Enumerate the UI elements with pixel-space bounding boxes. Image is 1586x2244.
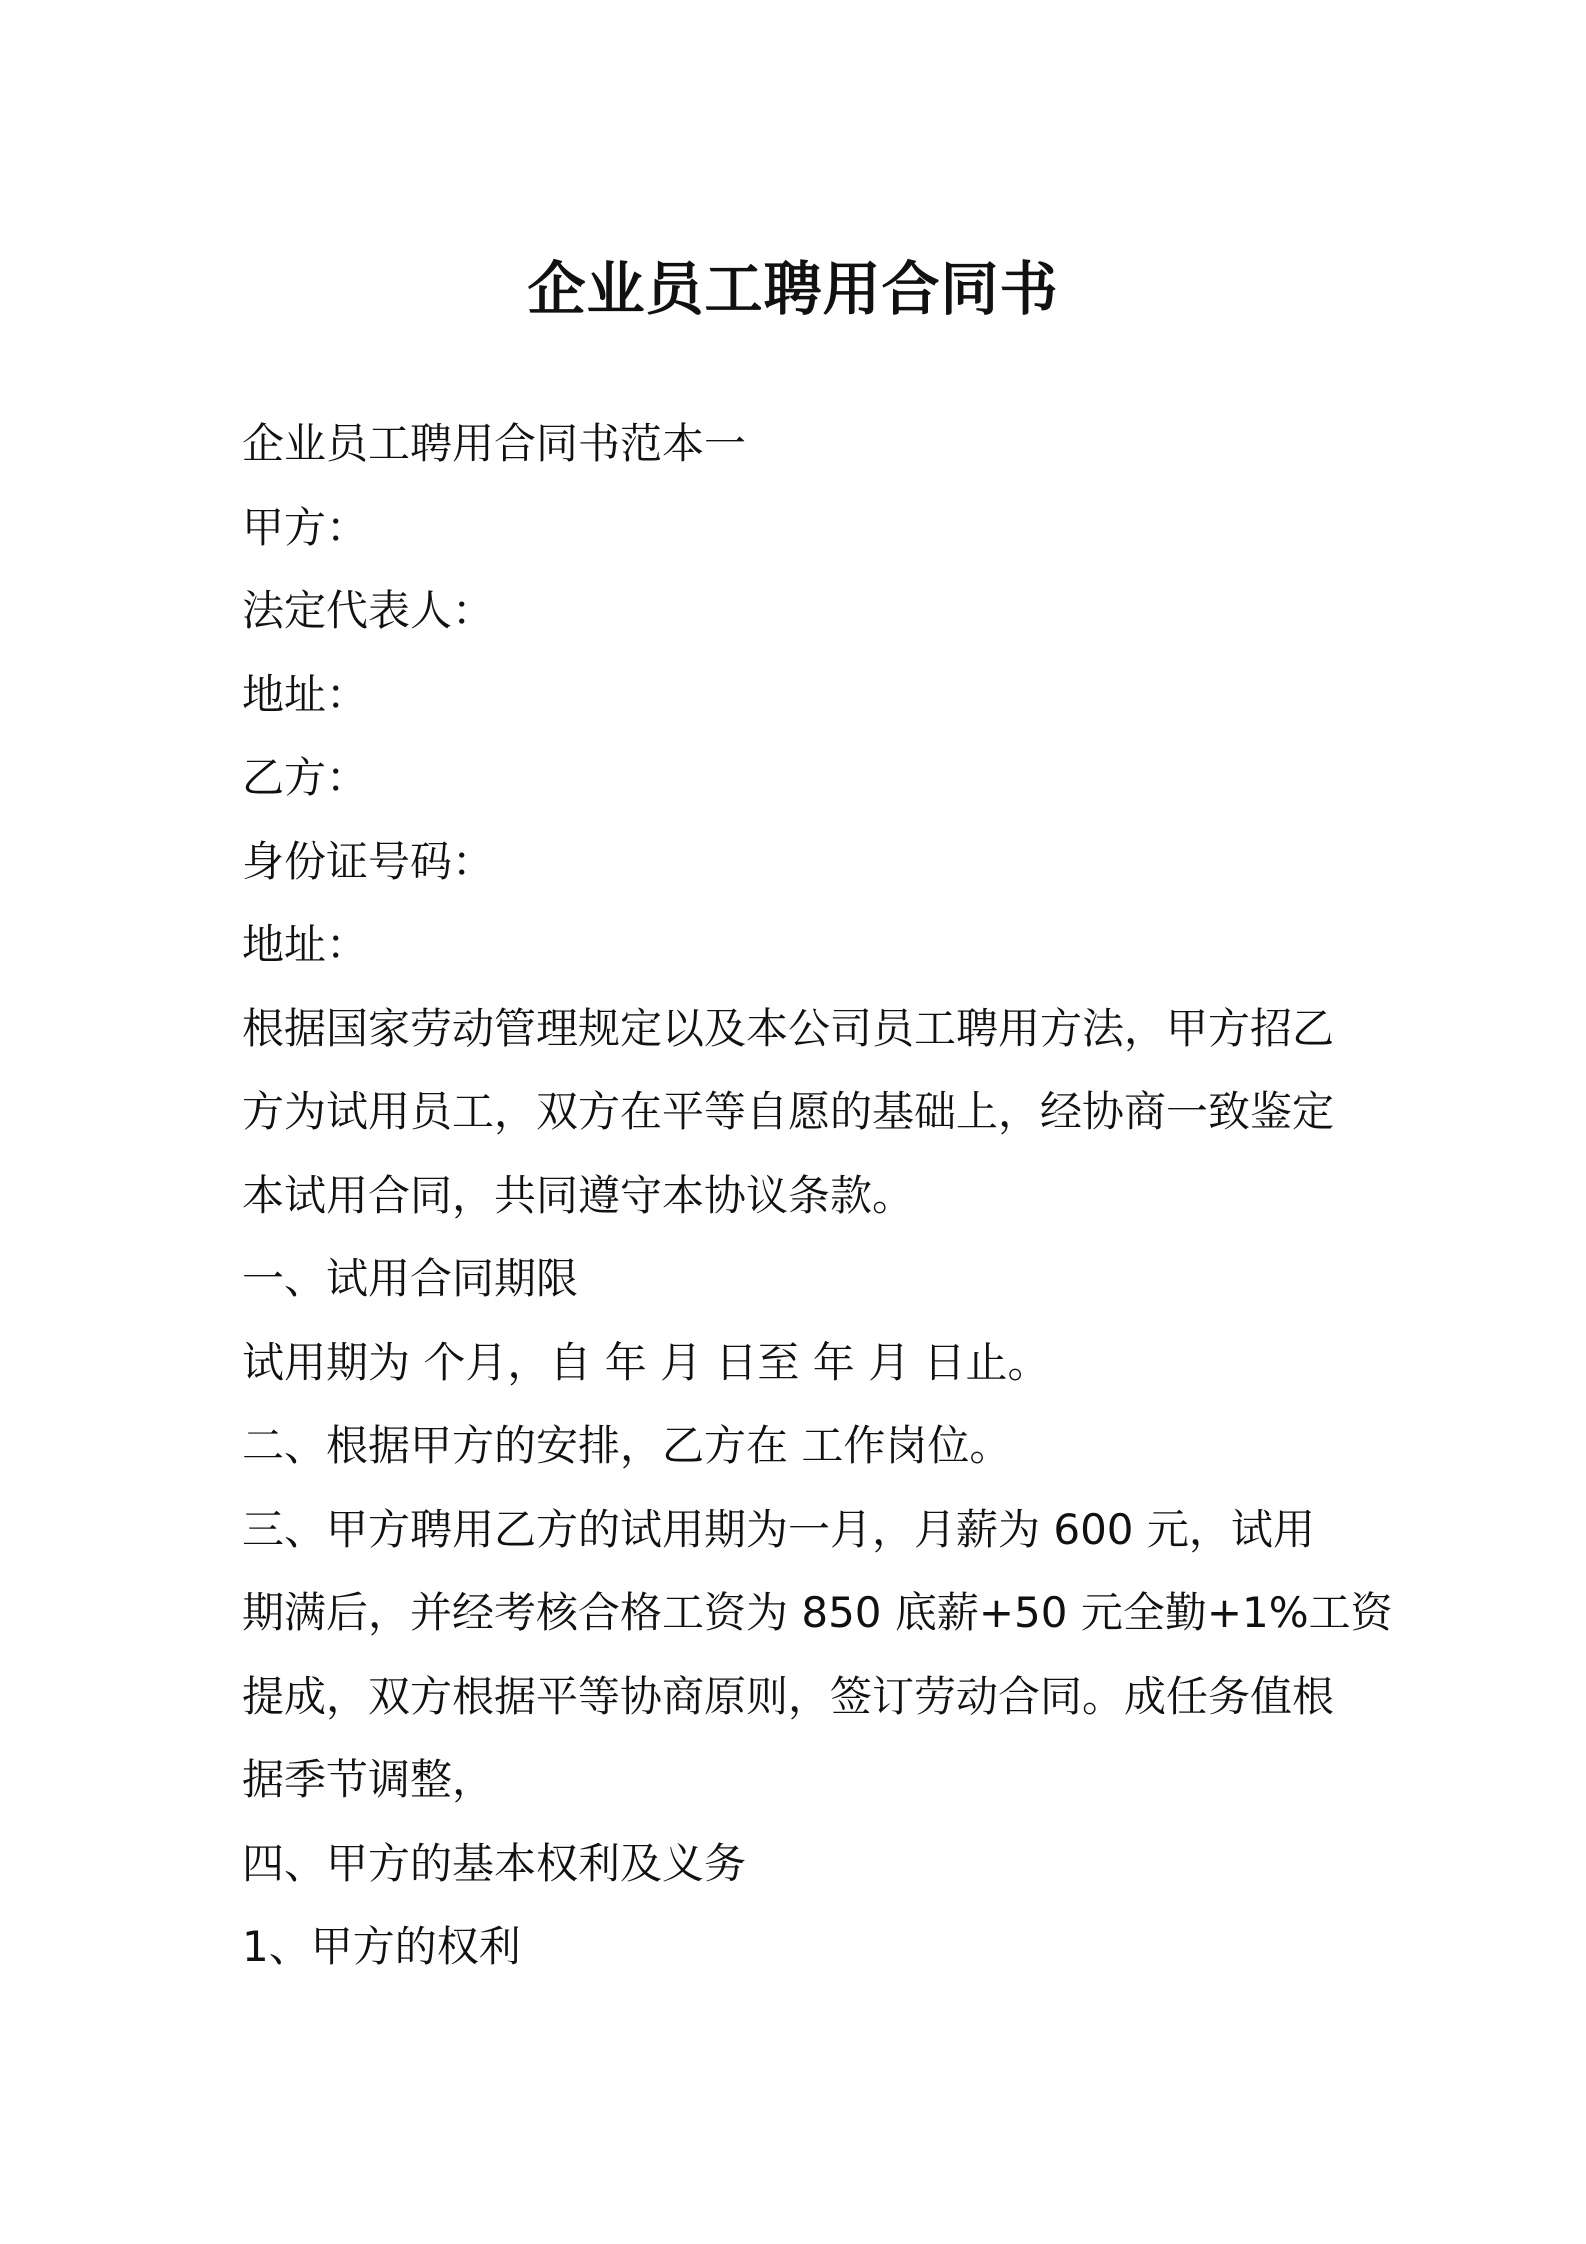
party-a-address-field: 地址： (242, 669, 369, 719)
section-4-heading: 四、甲方的基本权利及义务 (242, 1838, 747, 1888)
probation-period-line: 试用期为 个月，自 年 月 日至 年 月 日止。 (242, 1337, 1050, 1387)
legal-representative-field: 法定代表人： (242, 586, 495, 635)
id-number-field: 身份证号码： (242, 836, 495, 886)
preamble-line-1: 根据国家劳动管理规定以及本公司员工聘用方法，甲方招乙 (242, 1003, 1335, 1053)
section-1-heading: 一、试用合同期限 (242, 1254, 579, 1303)
preamble-line-3: 本试用合同，共同遵守本协议条款。 (242, 1170, 915, 1220)
section-3-line-2: 期满后，并经考核合格工资为 850 底薪+50 元全勤+1%工资 (242, 1588, 1393, 1637)
subsection-1-heading: 1、甲方的权利 (242, 1922, 521, 1971)
party-b-field: 乙方： (242, 753, 369, 802)
section-3-line-3: 提成，双方根据平等协商原则，签订劳动合同。成任务值根 (242, 1671, 1335, 1721)
subtitle-line: 企业员工聘用合同书范本一 (242, 419, 747, 468)
party-a-field: 甲方： (242, 502, 369, 552)
document-body (242, 402, 1393, 1989)
preamble-line-2: 方为试用员工，双方在平等自愿的基础上，经协商一致鉴定 (242, 1087, 1335, 1136)
document-title: 企业员工聘用合同书 (527, 255, 1059, 323)
section-3-line-1: 三、甲方聘用乙方的试用期为一月，月薪为 600 元，试用 (242, 1504, 1315, 1554)
party-b-address-field: 地址： (242, 920, 369, 969)
section-3-line-4: 据季节调整， (242, 1755, 495, 1804)
section-2-line: 二、根据甲方的安排，乙方在 工作岗位。 (242, 1421, 1012, 1470)
